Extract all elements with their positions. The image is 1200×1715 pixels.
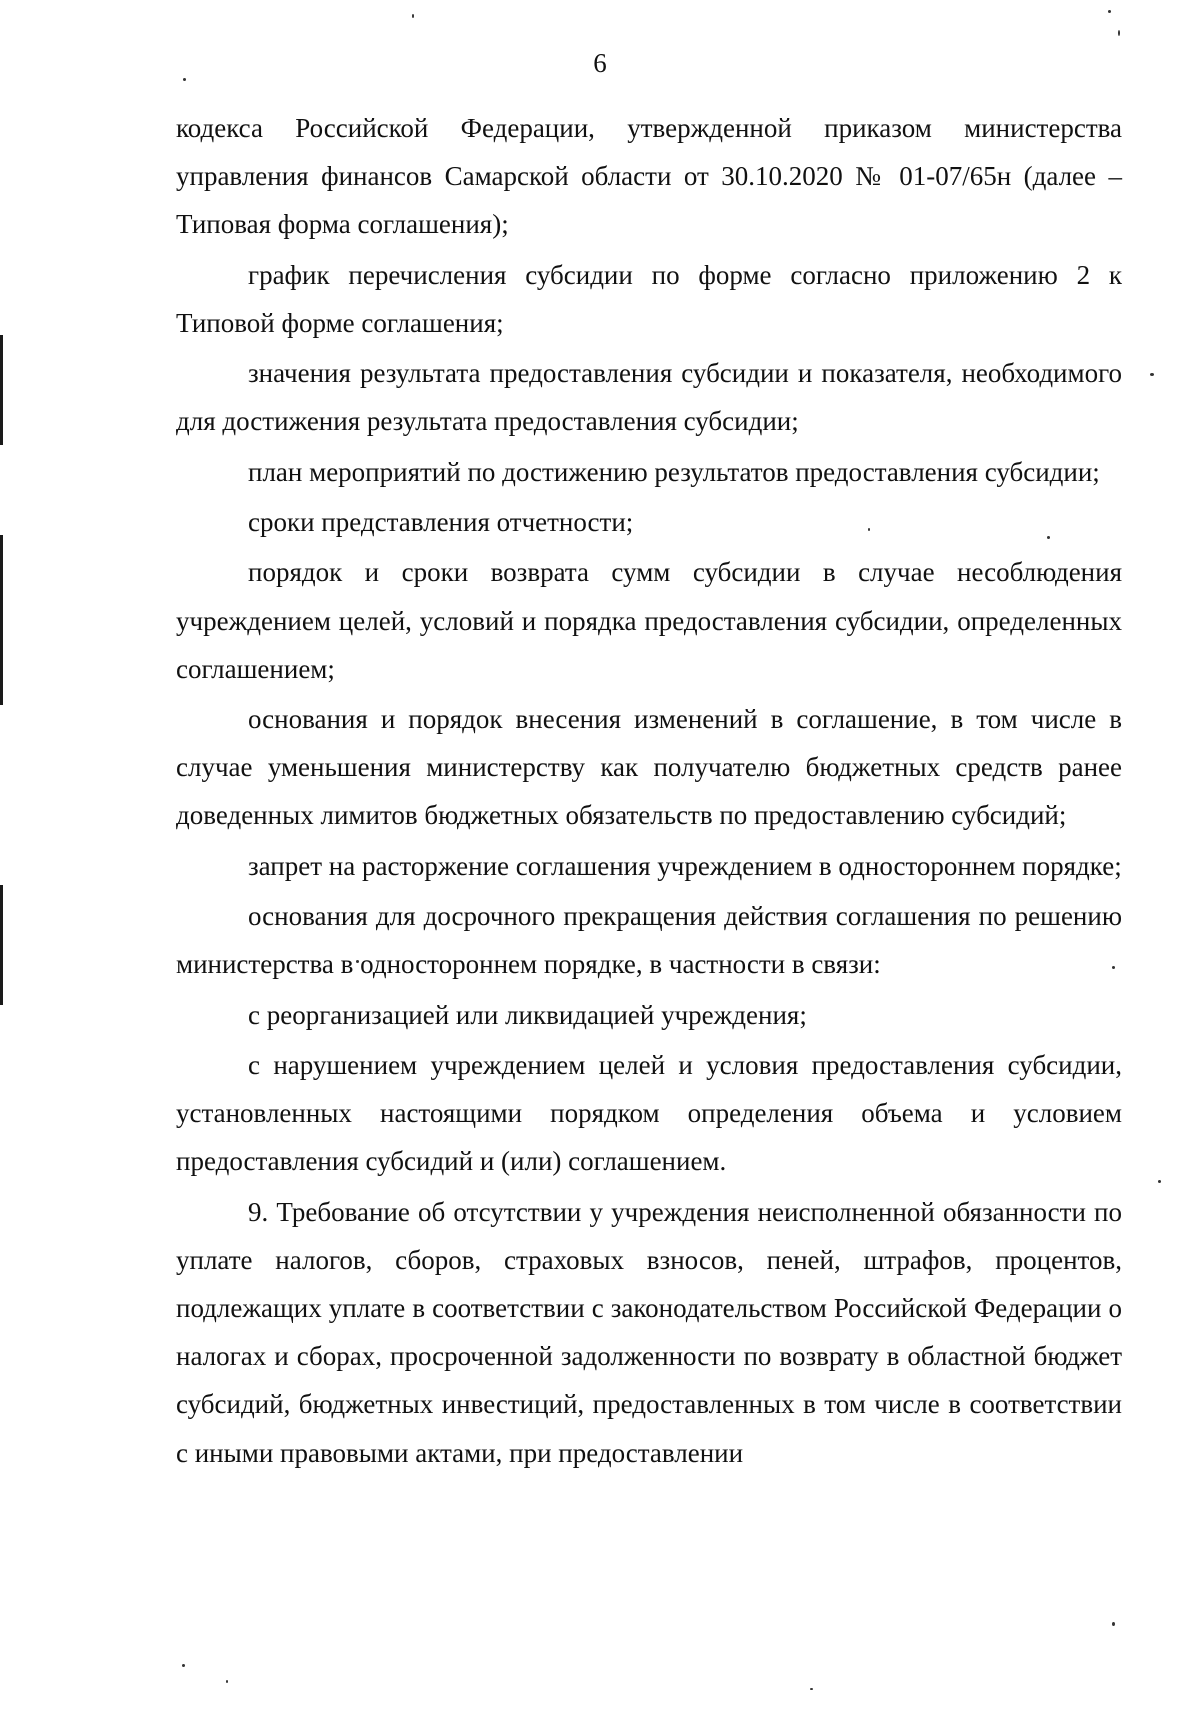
scan-speck — [182, 1664, 185, 1667]
scan-speck — [1118, 30, 1120, 36]
paragraph: сроки представления отчетности; — [248, 507, 634, 537]
paragraph: основания для досрочного прекращения действия соглашения по решению министерства в одностороннем порядке, в частности в связи: — [176, 901, 1122, 980]
scan-speck — [1150, 373, 1154, 376]
scan-margin-mark — [0, 335, 3, 445]
scan-speck — [1158, 1180, 1161, 1183]
paragraph: план мероприятий по достижению результатов предоставления субсидии; — [248, 456, 1100, 487]
scan-speck — [226, 1680, 228, 1683]
scan-speck — [810, 1688, 813, 1690]
paragraph: запрет на расторжение соглашения учреждением в одностороннем порядке; — [248, 850, 1122, 881]
scan-margin-mark — [0, 885, 3, 1005]
scan-speck — [412, 14, 414, 18]
paragraph: кодекса Российской Федерации, утвержденной приказом министерства управления финансов Самарской области от 30.10.2020 № 01-07/65н (далее – Типовая форма соглашения); — [176, 113, 1122, 240]
paragraph: график перечисления субсидии по форме согласно приложению 2 к Типовой форме соглашения; — [176, 259, 1122, 338]
paragraph: с реорганизацией или ликвидацией учреждения; — [248, 999, 807, 1030]
paragraph: значения результата предоставления субсидии и показателя, необходимого для достижения результата предоставления субсидии; — [176, 358, 1122, 437]
scan-speck — [1108, 10, 1111, 13]
paragraph: с нарушением учреждением целей и условия предоставления субсидии, установленных настоящими порядком определения объема и условием предоставления субсидий и (или) соглашением. — [176, 1049, 1122, 1177]
body-text — [176, 104, 1122, 1479]
paragraph: 9. Требование об отсутствии у учреждения неисполненной обязанности по уплате налогов, сборов, страховых взносов, пеней, штрафов, процентов, подлежащих уплате в соответствии с законодательством Российской Федерации о налогах и сборах, просроченной задолженности по возврату в областной бюджет субсидий, бюджетных инвестиций, предоставленных в том числе в соответствии с иными правовыми актами, при предоставлении — [176, 1196, 1122, 1468]
scan-speck — [1112, 1622, 1115, 1626]
paragraph: порядок и сроки возврата сумм субсидии в случае несоблюдения учреждением целей, условий и порядка предоставления субсидии, определенных соглашением; — [176, 557, 1122, 684]
page-number: 6 — [593, 48, 607, 78]
scan-margin-mark — [0, 535, 3, 705]
paragraph: основания и порядок внесения изменений в соглашение, в том числе в случае уменьшения министерству как получателю бюджетных средств ранее доведенных лимитов бюджетных обязательств по предоставлению субсидий; — [176, 704, 1122, 831]
